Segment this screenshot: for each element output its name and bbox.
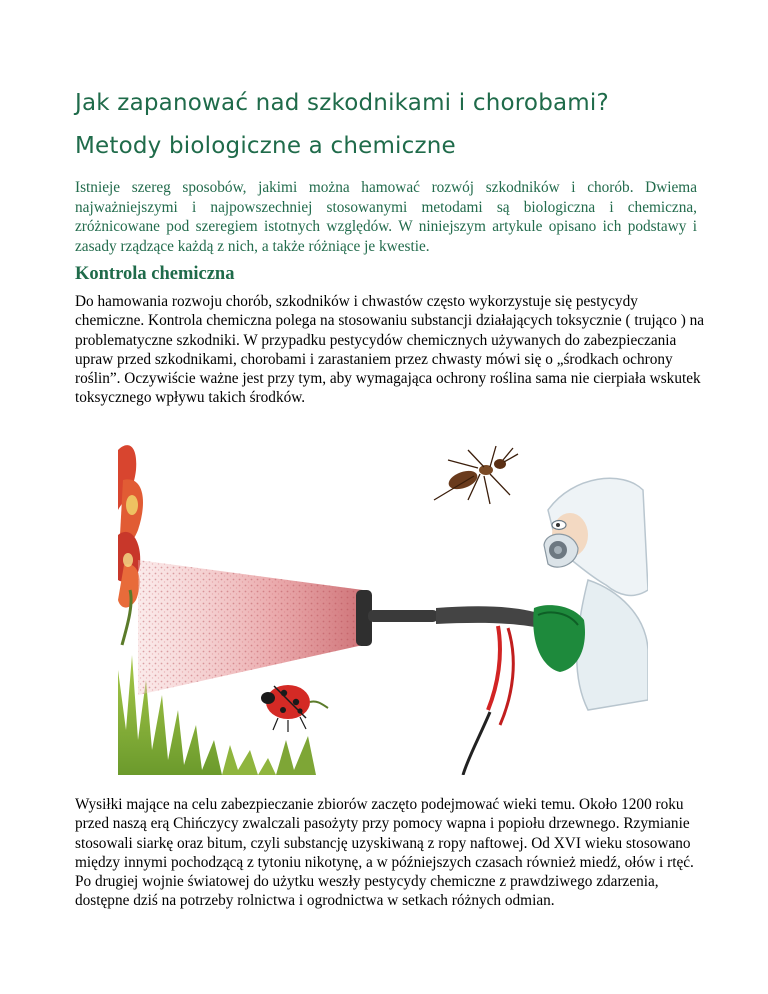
section-heading-chemical-control: Kontrola chemiczna: [75, 264, 235, 284]
ant: [434, 446, 518, 504]
body-paragraph-1: Do hamowania rozwoju chorób, szkodników i chwastów często wykorzystuje się pestycydy chemiczne. Kontrola chemiczna polega na stosowaniu substancji działających toksycznie ( trująco ) na problematyczne szkodniki. W przypadku pestycydów chemicznych używanych do zabezpieczania upraw przed szkodnikami, chorobami i zarastaniem przez chwasty mówi się o „środkach ochrony roślin”. Oczywiście ważne jest przy tym, aby wymagająca ochrony roślina sama nie cierpiała wskutek toksycznego wpływu takich środków.: [75, 293, 705, 407]
spray-gun: [356, 590, 548, 775]
ladybug: [261, 685, 328, 732]
body-paragraph-2: Wysiłki mające na celu zabezpieczanie zbiorów zaczęto podejmować wieki temu. Około 1200 roku przed naszą erą Chińczycy zwalczali pasożyty przy pomocy wapna i popiołu drzewnego. Rzymianie stosowali siarkę oraz bitum, czyli substancję uzyskiwaną z ropy naftowej. Od XVI wieku stosowano między innymi pochodzącą z tytoniu nikotynę, a w późniejszych czasach również miedź, ołów i rtęć. Po drugiej wojnie światowej do użytku weszły pestycydy chemiczne z prawdziwego zdarzenia, dostępne dziś na potrzeby rolnictwa i ogrodnictwa w setkach różnych odmian.: [75, 796, 694, 910]
intro-paragraph: Istnieje szereg sposobów, jakimi można hamować rozwój szkodników i chorób. Dwiema najważniejszymi i najpowszechniej stosowanymi metodami są biologiczna i chemiczna, zróżnicowane pod szeregiem istotnych względów. W niniejszym artykule opisano ich podstawy i zasady rządzące każdą z nich, a także różniące je kwestie.: [75, 179, 697, 255]
pesticide-spray: [138, 560, 363, 695]
article-title-line-2: Metody biologiczne a chemiczne: [75, 133, 456, 159]
pesticide-spraying-illustration: [118, 440, 648, 775]
person-in-protective-suit: [533, 478, 648, 710]
article-title-line-1: Jak zapanować nad szkodnikami i chorobami?: [75, 90, 609, 116]
